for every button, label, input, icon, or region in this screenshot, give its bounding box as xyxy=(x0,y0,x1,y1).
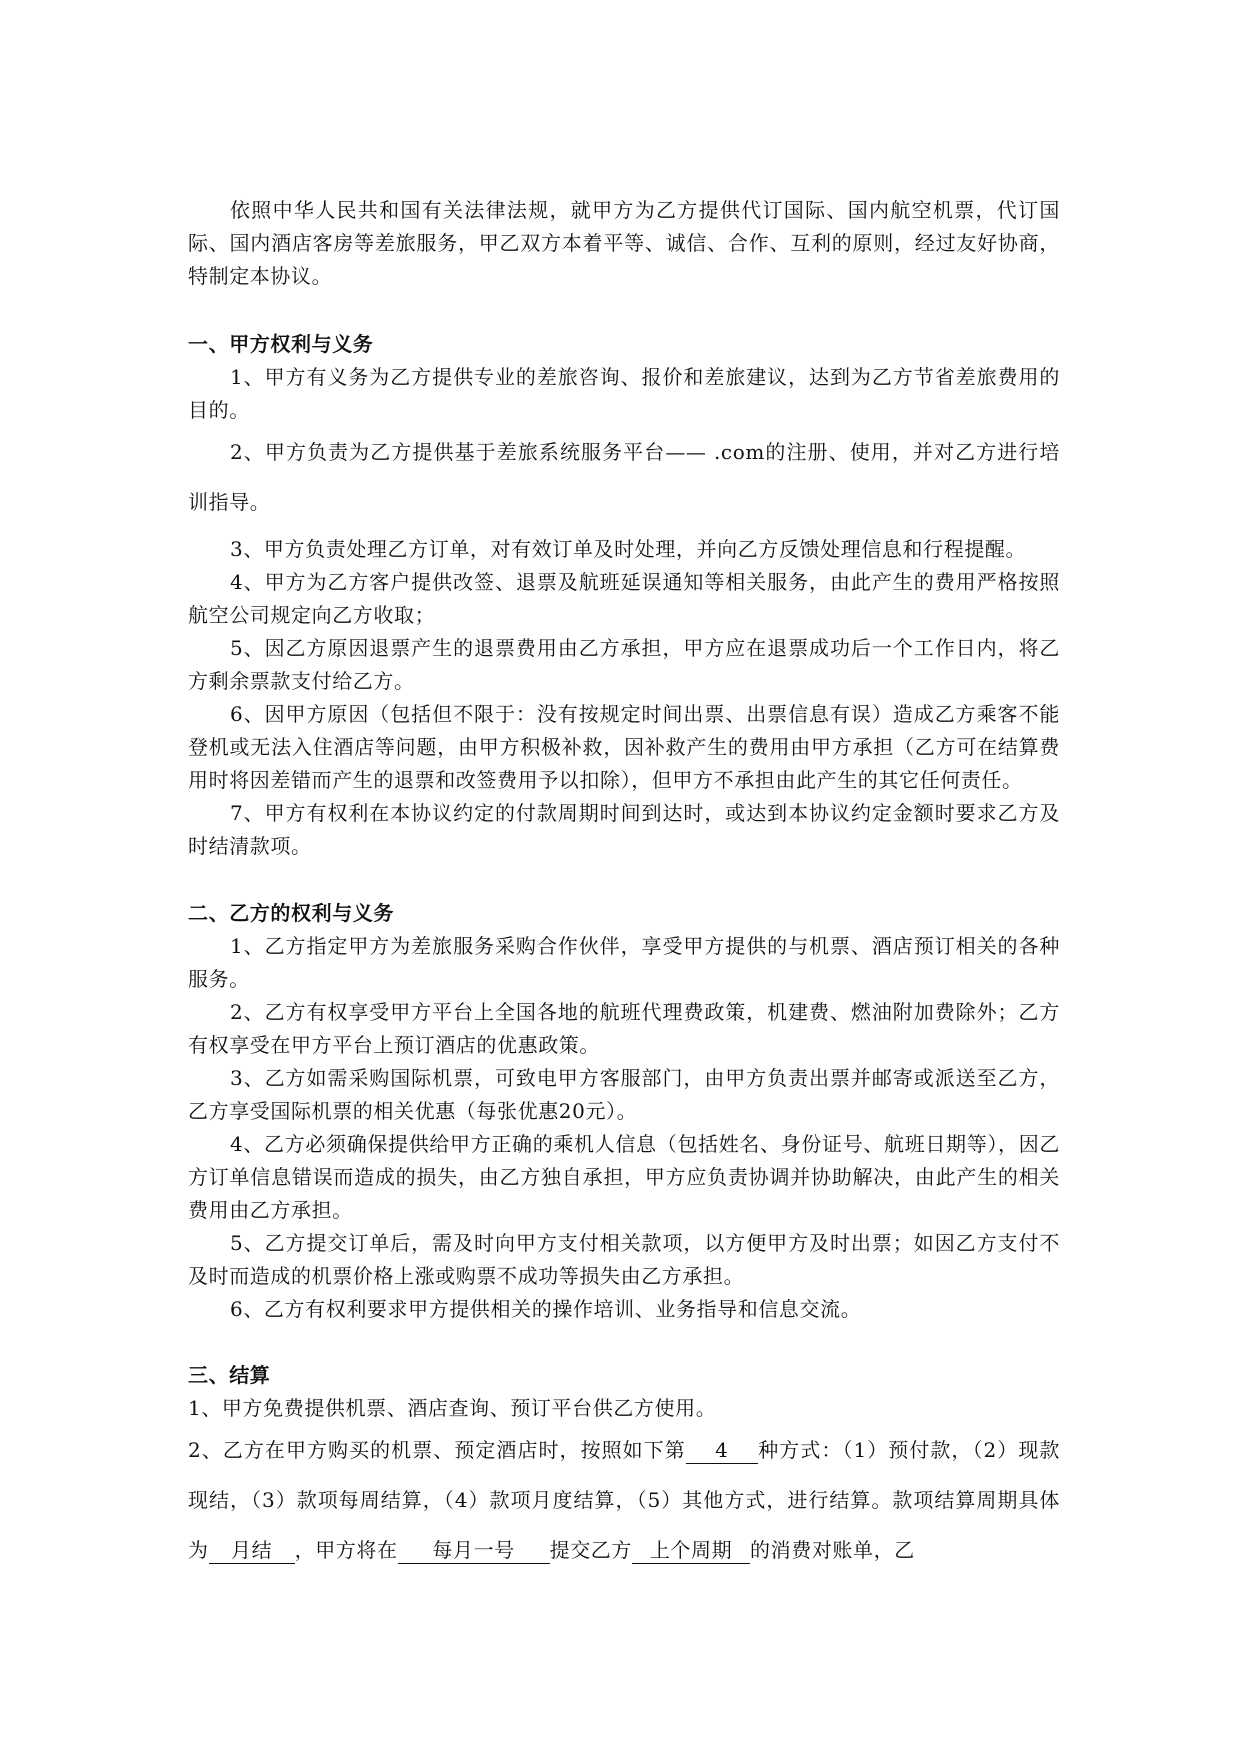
section-1-item-4: 4、甲方为乙方客户提供改签、退票及航班延误通知等相关服务，由此产生的费用严格按照航空公司规定向乙方收取； xyxy=(188,570,1060,627)
section-1-item-7: 7、甲方有权利在本协议约定的付款周期时间到达时，或达到本协议约定金额时要求乙方及时结清款项。 xyxy=(188,801,1060,858)
section-1-item-1: 1、甲方有义务为乙方提供专业的差旅咨询、报价和差旅建议，达到为乙方节省差旅费用的目的。 xyxy=(188,365,1060,422)
section-2-item-5: 5、乙方提交订单后，需及时向甲方支付相关款项，以方便甲方及时出票；如因乙方支付不及时而造成的机票价格上涨或购票不成功等损失由乙方承担。 xyxy=(188,1231,1060,1288)
settlement-text-2: 种方式：（1）预付款，（2）现款现结，（3）款项每周结算，（4）款项月度结算，（5）其他方式，进行结算。款项结算周期具体为 xyxy=(188,1438,1060,1562)
section-3-item-2 xyxy=(188,1425,1060,1575)
section-1-item-6: 6、因甲方原因（包括但不限于：没有按规定时间出票、出票信息有误）造成乙方乘客不能登机或无法入住酒店等问题，由甲方积极补救，因补救产生的费用由甲方承担（乙方可在结算费用时将因差错而产生的退票和改签费用予以扣除），但甲方不承担由此产生的其它任何责任。 xyxy=(188,702,1060,792)
intro-paragraph: 依照中华人民共和国有关法律法规，就甲方为乙方提供代订国际、国内航空机票，代订国际、国内酒店客房等差旅服务，甲乙双方本着平等、诚信、合作、互利的原则，经过友好协商，特制定本协议。 xyxy=(188,198,1060,288)
section-1-item-5: 5、因乙方原因退票产生的退票费用由乙方承担，甲方应在退票成功后一个工作日内，将乙方剩余票款支付给乙方。 xyxy=(188,636,1060,693)
section-2-item-4: 4、乙方必须确保提供给甲方正确的乘机人信息（包括姓名、身份证号、航班日期等），因乙方订单信息错误而造成的损失，由乙方独自承担，甲方应负责协调并协助解决，由此产生的相关费用由乙方承担。 xyxy=(188,1132,1060,1222)
section-2-item-6: 6、乙方有权利要求甲方提供相关的操作培训、业务指导和信息交流。 xyxy=(230,1297,862,1321)
section-2-title: 二、乙方的权利与义务 xyxy=(188,901,394,925)
settlement-method-blank: 4 xyxy=(686,1437,758,1464)
section-2-item-3: 3、乙方如需采购国际机票，可致电甲方客服部门，由甲方负责出票并邮寄或派送至乙方，乙方享受国际机票的相关优惠（每张优惠20元）。 xyxy=(188,1066,1060,1123)
settlement-text-5: 的消费对账单，乙 xyxy=(750,1538,915,1562)
section-1-item-3: 3、甲方负责处理乙方订单，对有效订单及时处理，并向乙方反馈处理信息和行程提醒。 xyxy=(230,537,1027,561)
settlement-text-3: ，甲方将在 xyxy=(294,1538,398,1562)
settlement-period-blank: 月结 xyxy=(209,1537,295,1564)
section-3-item-1: 1、甲方免费提供机票、酒店查询、预订平台供乙方使用。 xyxy=(188,1396,717,1420)
statement-range-blank: 上个周期 xyxy=(632,1537,750,1564)
section-2-item-2: 2、乙方有权享受甲方平台上全国各地的航班代理费政策，机建费、燃油附加费除外；乙方有权享受在甲方平台上预订酒店的优惠政策。 xyxy=(188,1000,1060,1057)
section-1-item-2: 2、甲方负责为乙方提供基于差旅系统服务平台—— .com的注册、使用，并对乙方进行培训指导。 xyxy=(188,440,1060,514)
section-1-title: 一、甲方权利与义务 xyxy=(188,332,374,356)
section-2-item-1: 1、乙方指定甲方为差旅服务采购合作伙伴，享受甲方提供的与机票、酒店预订相关的各种服务。 xyxy=(188,934,1060,991)
settlement-text-4: 提交乙方 xyxy=(549,1538,633,1562)
section-3-title: 三、结算 xyxy=(188,1363,271,1387)
settlement-text-1: 2、乙方在甲方购买的机票、预定酒店时，按照如下第 xyxy=(188,1438,686,1462)
contract-page xyxy=(188,0,1060,1754)
statement-date-blank: 每月一号 xyxy=(398,1537,550,1564)
